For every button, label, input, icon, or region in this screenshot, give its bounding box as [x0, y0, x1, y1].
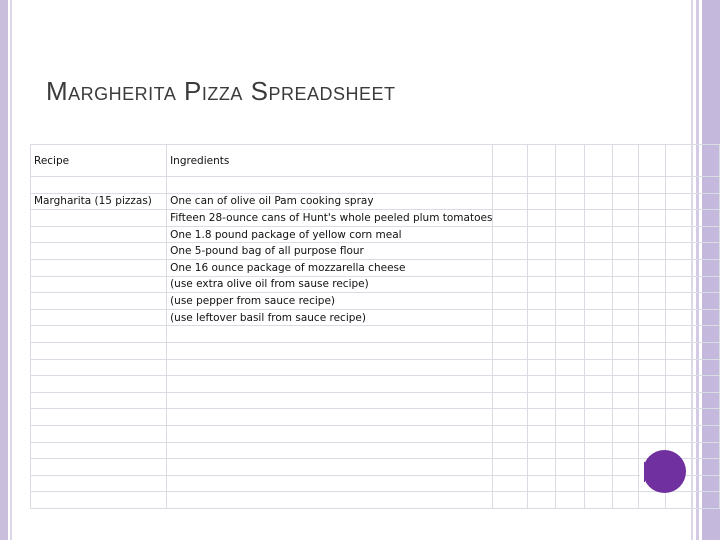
- recipe-cell[interactable]: [31, 425, 167, 442]
- empty-cell[interactable]: [666, 309, 693, 326]
- empty-cell[interactable]: [556, 442, 584, 459]
- empty-cell[interactable]: [613, 442, 639, 459]
- empty-cell[interactable]: [493, 259, 527, 276]
- spreadsheet-table: [30, 144, 720, 509]
- empty-cell[interactable]: [613, 459, 639, 476]
- empty-cell[interactable]: [693, 359, 720, 376]
- table-row: [31, 243, 720, 260]
- empty-cell[interactable]: [493, 442, 527, 459]
- empty-cell[interactable]: [527, 177, 555, 194]
- empty-cell[interactable]: [556, 409, 584, 426]
- empty-cell[interactable]: [666, 276, 693, 293]
- empty-cell[interactable]: [584, 259, 612, 276]
- empty-cell[interactable]: [584, 243, 612, 260]
- empty-cell[interactable]: [527, 243, 555, 260]
- empty-cell[interactable]: [613, 376, 639, 393]
- recipe-cell[interactable]: [31, 342, 167, 359]
- empty-cell[interactable]: [584, 276, 612, 293]
- empty-cell[interactable]: [527, 409, 555, 426]
- empty-cell[interactable]: [693, 392, 720, 409]
- ingredient-cell[interactable]: [167, 459, 493, 476]
- empty-cell[interactable]: [493, 492, 527, 509]
- empty-cell[interactable]: [584, 326, 612, 343]
- recipe-cell[interactable]: [31, 309, 167, 326]
- empty-cell[interactable]: [527, 293, 555, 310]
- empty-cell[interactable]: [666, 409, 693, 426]
- ingredient-cell[interactable]: [167, 492, 493, 509]
- empty-cell[interactable]: [666, 243, 693, 260]
- slide-title-text: Margherita Pizza Spreadsheet: [46, 76, 396, 106]
- table-row: [31, 210, 720, 227]
- empty-cell[interactable]: [693, 326, 720, 343]
- empty-cell[interactable]: [693, 243, 720, 260]
- empty-cell[interactable]: [613, 210, 639, 227]
- empty-cell[interactable]: [493, 342, 527, 359]
- table-row: [31, 442, 720, 459]
- empty-cell[interactable]: [638, 145, 666, 177]
- empty-cell[interactable]: [638, 326, 666, 343]
- empty-cell[interactable]: [493, 177, 527, 194]
- empty-cell[interactable]: [493, 193, 527, 210]
- empty-cell[interactable]: [666, 177, 693, 194]
- empty-cell[interactable]: [666, 210, 693, 227]
- empty-cell[interactable]: [693, 210, 720, 227]
- empty-cell[interactable]: [666, 193, 693, 210]
- empty-cell[interactable]: [693, 226, 720, 243]
- empty-cell[interactable]: [527, 376, 555, 393]
- recipe-cell[interactable]: [31, 376, 167, 393]
- table-row: [31, 193, 720, 210]
- recipe-cell[interactable]: Recipe: [31, 145, 167, 177]
- table-row: [31, 276, 720, 293]
- empty-cell[interactable]: [584, 309, 612, 326]
- empty-cell[interactable]: [666, 392, 693, 409]
- table-row: [31, 293, 720, 310]
- empty-cell[interactable]: [584, 226, 612, 243]
- empty-cell[interactable]: [693, 276, 720, 293]
- ingredient-cell[interactable]: [167, 177, 493, 194]
- empty-cell[interactable]: [527, 145, 555, 177]
- ingredient-cell[interactable]: Ingredients: [167, 145, 493, 177]
- empty-cell[interactable]: [613, 259, 639, 276]
- empty-cell[interactable]: [666, 326, 693, 343]
- empty-cell[interactable]: [556, 425, 584, 442]
- empty-cell[interactable]: [527, 342, 555, 359]
- empty-cell[interactable]: [613, 276, 639, 293]
- recipe-cell[interactable]: [31, 243, 167, 260]
- ingredient-cell[interactable]: (use extra olive oil from sause recipe): [167, 276, 493, 293]
- empty-cell[interactable]: [613, 193, 639, 210]
- recipe-cell[interactable]: [31, 276, 167, 293]
- empty-cell[interactable]: [666, 259, 693, 276]
- empty-cell[interactable]: [666, 492, 693, 509]
- empty-cell[interactable]: [613, 475, 639, 492]
- circle-edge-mark: [640, 462, 645, 482]
- empty-cell[interactable]: [693, 376, 720, 393]
- empty-cell[interactable]: [613, 326, 639, 343]
- empty-cell[interactable]: [613, 425, 639, 442]
- left-decorative-bar: [0, 0, 8, 540]
- empty-cell[interactable]: [556, 459, 584, 476]
- empty-cell[interactable]: [638, 309, 666, 326]
- empty-cell[interactable]: [527, 226, 555, 243]
- ingredient-cell[interactable]: [167, 376, 493, 393]
- empty-cell[interactable]: [584, 459, 612, 476]
- empty-cell[interactable]: [527, 276, 555, 293]
- empty-cell[interactable]: [527, 359, 555, 376]
- empty-cell[interactable]: [638, 276, 666, 293]
- empty-cell[interactable]: [638, 409, 666, 426]
- ingredient-cell[interactable]: [167, 359, 493, 376]
- empty-cell[interactable]: [638, 492, 666, 509]
- empty-cell[interactable]: [556, 193, 584, 210]
- ingredient-cell[interactable]: [167, 442, 493, 459]
- empty-cell[interactable]: [638, 210, 666, 227]
- recipe-cell[interactable]: [31, 359, 167, 376]
- empty-cell[interactable]: [527, 492, 555, 509]
- empty-cell[interactable]: [584, 193, 612, 210]
- recipe-cell[interactable]: [31, 293, 167, 310]
- table-row: [31, 475, 720, 492]
- empty-cell[interactable]: [493, 326, 527, 343]
- empty-cell[interactable]: [527, 392, 555, 409]
- empty-cell[interactable]: [666, 376, 693, 393]
- empty-cell[interactable]: [584, 442, 612, 459]
- table-row: [31, 376, 720, 393]
- purple-circle-decoration: [643, 450, 686, 493]
- empty-cell[interactable]: [693, 293, 720, 310]
- empty-cell[interactable]: [493, 276, 527, 293]
- empty-cell[interactable]: [613, 145, 639, 177]
- empty-cell[interactable]: [638, 177, 666, 194]
- empty-cell[interactable]: [613, 342, 639, 359]
- empty-cell[interactable]: [527, 442, 555, 459]
- recipe-cell[interactable]: [31, 392, 167, 409]
- empty-cell[interactable]: [556, 243, 584, 260]
- empty-cell[interactable]: [613, 309, 639, 326]
- empty-cell[interactable]: [493, 392, 527, 409]
- empty-cell[interactable]: [693, 309, 720, 326]
- empty-cell[interactable]: [556, 145, 584, 177]
- empty-cell[interactable]: [584, 359, 612, 376]
- empty-cell[interactable]: [493, 293, 527, 310]
- empty-cell[interactable]: [638, 193, 666, 210]
- empty-cell[interactable]: [693, 459, 720, 476]
- empty-cell[interactable]: [527, 459, 555, 476]
- table-row: [31, 259, 720, 276]
- empty-cell[interactable]: [613, 392, 639, 409]
- table-row: [31, 177, 720, 194]
- ingredient-cell[interactable]: (use leftover basil from sauce recipe): [167, 309, 493, 326]
- empty-cell[interactable]: [584, 145, 612, 177]
- ingredient-cell[interactable]: (use pepper from sauce recipe): [167, 293, 493, 310]
- empty-cell[interactable]: [527, 259, 555, 276]
- empty-cell[interactable]: [556, 293, 584, 310]
- table-row: [31, 145, 720, 177]
- empty-cell[interactable]: [556, 210, 584, 227]
- slide-title: [46, 76, 396, 106]
- empty-cell[interactable]: [556, 177, 584, 194]
- ingredient-cell[interactable]: [167, 342, 493, 359]
- empty-cell[interactable]: [584, 210, 612, 227]
- empty-cell[interactable]: [493, 309, 527, 326]
- empty-cell[interactable]: [638, 342, 666, 359]
- empty-cell[interactable]: [493, 145, 527, 177]
- empty-cell[interactable]: [493, 376, 527, 393]
- empty-cell[interactable]: [613, 293, 639, 310]
- empty-cell[interactable]: [693, 259, 720, 276]
- empty-cell[interactable]: [556, 259, 584, 276]
- table-row: [31, 326, 720, 343]
- recipe-cell[interactable]: [31, 409, 167, 426]
- empty-cell[interactable]: [527, 309, 555, 326]
- empty-cell[interactable]: [493, 226, 527, 243]
- ingredient-cell[interactable]: One can of olive oil Pam cooking spray: [167, 193, 493, 210]
- empty-cell[interactable]: [638, 259, 666, 276]
- table-row: [31, 226, 720, 243]
- empty-cell[interactable]: [638, 293, 666, 310]
- ingredient-cell[interactable]: [167, 409, 493, 426]
- empty-cell[interactable]: [556, 359, 584, 376]
- empty-cell[interactable]: [693, 425, 720, 442]
- empty-cell[interactable]: [693, 342, 720, 359]
- empty-cell[interactable]: [638, 226, 666, 243]
- empty-cell[interactable]: [638, 243, 666, 260]
- recipe-cell[interactable]: [31, 492, 167, 509]
- recipe-cell[interactable]: Margharita (15 pizzas): [31, 193, 167, 210]
- ingredient-cell[interactable]: One 5-pound bag of all purpose flour: [167, 243, 493, 260]
- ingredient-cell[interactable]: [167, 425, 493, 442]
- empty-cell[interactable]: [638, 376, 666, 393]
- ingredient-cell[interactable]: [167, 475, 493, 492]
- table-row: [31, 359, 720, 376]
- empty-cell[interactable]: [693, 492, 720, 509]
- empty-cell[interactable]: [556, 376, 584, 393]
- empty-cell[interactable]: [613, 177, 639, 194]
- empty-cell[interactable]: [556, 392, 584, 409]
- recipe-cell[interactable]: [31, 459, 167, 476]
- empty-cell[interactable]: [493, 475, 527, 492]
- empty-cell[interactable]: [613, 359, 639, 376]
- empty-cell[interactable]: [493, 425, 527, 442]
- empty-cell[interactable]: [493, 359, 527, 376]
- table-row: [31, 425, 720, 442]
- empty-cell[interactable]: [584, 342, 612, 359]
- table-row: [31, 309, 720, 326]
- empty-cell[interactable]: [584, 177, 612, 194]
- empty-cell[interactable]: [693, 177, 720, 194]
- empty-cell[interactable]: [527, 193, 555, 210]
- empty-cell[interactable]: [556, 276, 584, 293]
- empty-cell[interactable]: [527, 425, 555, 442]
- table-row: [31, 342, 720, 359]
- ingredient-cell[interactable]: [167, 326, 493, 343]
- empty-cell[interactable]: [584, 409, 612, 426]
- ingredient-cell[interactable]: One 1.8 pound package of yellow corn meal: [167, 226, 493, 243]
- recipe-cell[interactable]: [31, 210, 167, 227]
- empty-cell[interactable]: [527, 326, 555, 343]
- empty-cell[interactable]: [638, 392, 666, 409]
- empty-cell[interactable]: [493, 459, 527, 476]
- empty-cell[interactable]: [613, 243, 639, 260]
- empty-cell[interactable]: [613, 409, 639, 426]
- empty-cell[interactable]: [556, 342, 584, 359]
- table-row: [31, 409, 720, 426]
- empty-cell[interactable]: [584, 492, 612, 509]
- empty-cell[interactable]: [666, 226, 693, 243]
- empty-cell[interactable]: [693, 442, 720, 459]
- empty-cell[interactable]: [666, 359, 693, 376]
- recipe-cell[interactable]: [31, 326, 167, 343]
- recipe-cell[interactable]: [31, 259, 167, 276]
- table-row: [31, 392, 720, 409]
- empty-cell[interactable]: [584, 392, 612, 409]
- ingredient-cell[interactable]: [167, 392, 493, 409]
- empty-cell[interactable]: [693, 193, 720, 210]
- recipe-cell[interactable]: [31, 226, 167, 243]
- ingredient-cell[interactable]: Fifteen 28-ounce cans of Hunt's whole peeled plum tomatoes: [167, 210, 493, 227]
- empty-cell[interactable]: [638, 425, 666, 442]
- recipe-cell[interactable]: [31, 475, 167, 492]
- empty-cell[interactable]: [584, 475, 612, 492]
- empty-cell[interactable]: [693, 475, 720, 492]
- empty-cell[interactable]: [666, 145, 693, 177]
- empty-cell[interactable]: [493, 243, 527, 260]
- empty-cell[interactable]: [693, 145, 720, 177]
- empty-cell[interactable]: [556, 326, 584, 343]
- empty-cell[interactable]: [527, 475, 555, 492]
- empty-cell[interactable]: [613, 226, 639, 243]
- empty-cell[interactable]: [584, 425, 612, 442]
- empty-cell[interactable]: [613, 492, 639, 509]
- empty-cell[interactable]: [666, 425, 693, 442]
- ingredient-cell[interactable]: One 16 ounce package of mozzarella cheese: [167, 259, 493, 276]
- recipe-cell[interactable]: [31, 177, 167, 194]
- table-row: [31, 492, 720, 509]
- empty-cell[interactable]: [556, 492, 584, 509]
- empty-cell[interactable]: [493, 210, 527, 227]
- table-row: [31, 459, 720, 476]
- empty-cell[interactable]: [584, 293, 612, 310]
- empty-cell[interactable]: [556, 226, 584, 243]
- empty-cell[interactable]: [638, 359, 666, 376]
- empty-cell[interactable]: [693, 409, 720, 426]
- empty-cell[interactable]: [556, 475, 584, 492]
- empty-cell[interactable]: [666, 293, 693, 310]
- empty-cell[interactable]: [527, 210, 555, 227]
- left-decorative-line: [10, 0, 12, 540]
- recipe-cell[interactable]: [31, 442, 167, 459]
- empty-cell[interactable]: [666, 342, 693, 359]
- empty-cell[interactable]: [556, 309, 584, 326]
- empty-cell[interactable]: [584, 376, 612, 393]
- empty-cell[interactable]: [493, 409, 527, 426]
